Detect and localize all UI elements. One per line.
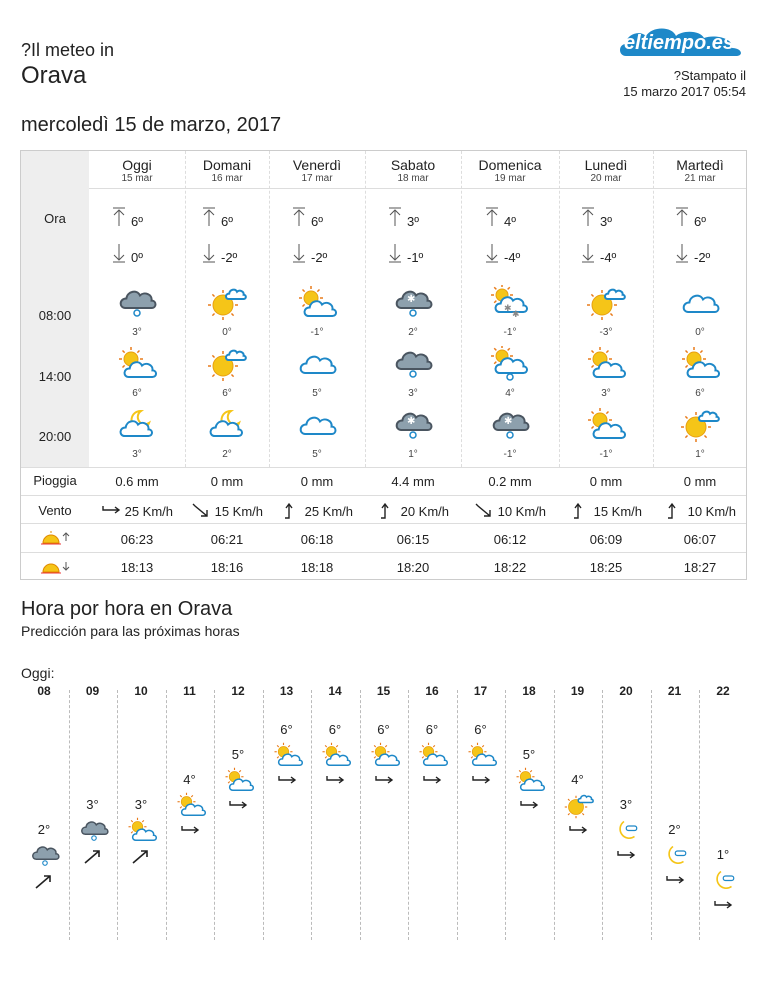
wind-value: 15 Km/h <box>593 503 643 519</box>
hour-label: 22 <box>716 684 730 698</box>
max-arrow-icon <box>291 207 307 230</box>
day-date: 19 mar <box>494 173 526 184</box>
hour-arrow-east-icon <box>228 797 248 820</box>
hour-arrow-east-icon <box>374 772 394 795</box>
day-separator <box>365 151 366 467</box>
min-arrow-icon <box>484 243 500 266</box>
hour-temp: -1° <box>310 327 324 338</box>
weather-icon-cloud-snow <box>490 407 530 446</box>
max-temp: 4º <box>504 214 516 229</box>
hour-temp: 4° <box>183 772 196 787</box>
wind-cell <box>269 502 365 523</box>
hour-temp: 4° <box>505 388 515 399</box>
wind-cell <box>559 502 653 523</box>
wind-value: 10 Km/h <box>687 503 737 519</box>
day-separator <box>269 151 270 467</box>
hour-separator <box>554 690 555 940</box>
weather-icon-cloud <box>297 346 337 385</box>
max-arrow-icon <box>111 207 127 230</box>
hour-temp: -1° <box>503 449 517 460</box>
hour-label: 19 <box>570 684 585 698</box>
hour-weather-icon-sun-cloud <box>273 742 303 774</box>
hour-temp: 5° <box>522 747 536 762</box>
hour-arrow-ne-icon <box>131 847 151 870</box>
arrow-north-icon <box>281 508 301 523</box>
hour-temp: 6° <box>132 388 142 399</box>
eltiempo-logo[interactable] <box>616 22 748 71</box>
sunset-time: 18:20 <box>396 560 430 575</box>
hour-label-08: 08:00 <box>38 308 72 323</box>
hour-separator <box>699 690 700 940</box>
hour-label: 08 <box>37 684 51 698</box>
sunrise-time: 06:23 <box>120 532 154 547</box>
hour-arrow-east-icon <box>616 847 636 870</box>
hour-label: 20 <box>619 684 633 698</box>
weather-icon-cloud-rain <box>117 285 157 324</box>
weather-icon-sun-cloud <box>586 407 626 446</box>
hour-temp: 1° <box>695 449 705 460</box>
hour-arrow-east-icon <box>519 797 539 820</box>
min-temp: -2º <box>694 250 711 265</box>
wind-value: 25 Km/h <box>124 503 174 519</box>
hour-temp: -1° <box>599 449 613 460</box>
sunrise-time: 06:15 <box>396 532 430 547</box>
day-date: 21 mar <box>684 173 716 184</box>
hour-label: 21 <box>667 684 682 698</box>
sunset-time: 18:27 <box>683 560 717 575</box>
rain-value: 0 mm <box>589 474 623 489</box>
rain-value: 4.4 mm <box>391 474 435 489</box>
max-arrow-icon <box>674 207 690 230</box>
sunset-time: 18:22 <box>493 560 527 575</box>
hour-label-14: 14:00 <box>38 369 72 384</box>
hour-arrow-east-icon <box>325 772 345 795</box>
rain-value: 0.2 mm <box>488 474 532 489</box>
max-temp: 6º <box>131 214 143 229</box>
rain-label: Pioggia <box>33 473 77 488</box>
hour-temp: 6° <box>328 722 342 737</box>
hour-weather-icon-moon <box>709 867 739 899</box>
svg-text:✱: ✱ <box>407 294 416 305</box>
weather-icon-sun-cloud-snow <box>490 285 530 324</box>
weather-icon-cloud-snow <box>393 285 433 324</box>
sunset-icon <box>21 558 89 577</box>
min-temp: -1º <box>407 250 424 265</box>
day-name: Domenica <box>478 157 542 173</box>
weather-icon-sun-cloud-big <box>680 407 720 446</box>
hour-label: 12 <box>231 684 245 698</box>
hour-temp: -3° <box>599 327 613 338</box>
hour-weather-icon-sun-cloud <box>224 767 254 799</box>
hour-arrow-east-icon <box>277 772 297 795</box>
printed-info <box>623 68 746 100</box>
day-name: Domani <box>202 157 252 173</box>
hour-arrow-east-icon <box>665 872 685 895</box>
hour-arrow-east-icon <box>568 822 588 845</box>
hour-temp: 4° <box>571 772 584 787</box>
min-temp: -2º <box>311 250 328 265</box>
sunrise-icon <box>21 529 89 548</box>
weather-icon-sun-cloud-big <box>207 346 247 385</box>
hour-arrow-east-icon <box>471 772 491 795</box>
day-date: 18 mar <box>397 173 429 184</box>
sunset-time: 18:25 <box>589 560 623 575</box>
max-arrow-icon <box>580 207 596 230</box>
svg-text:✱: ✱ <box>504 416 513 427</box>
hour-temp: 3° <box>132 327 142 338</box>
day-name: Sabato <box>390 157 436 173</box>
sunrise-time: 06:12 <box>493 532 527 547</box>
max-temp: 3º <box>600 214 612 229</box>
min-temp: -4º <box>600 250 617 265</box>
svg-text:✱: ✱ <box>407 416 416 427</box>
max-arrow-icon <box>484 207 500 230</box>
max-arrow-icon <box>201 207 217 230</box>
day-separator <box>653 151 654 467</box>
min-temp: -4º <box>504 250 521 265</box>
hour-temp: 2° <box>408 327 418 338</box>
hour-weather-icon-sun-cloud <box>515 767 545 799</box>
min-arrow-icon <box>291 243 307 266</box>
hour-weather-icon-sun-cloud <box>418 742 448 774</box>
hour-separator <box>166 690 167 940</box>
max-temp: 6º <box>221 214 233 229</box>
weather-icon-cloud-rain <box>393 346 433 385</box>
wind-cell <box>89 502 185 523</box>
hour-label: 15 <box>376 684 391 698</box>
arrow-north-icon <box>664 508 684 523</box>
hour-weather-icon-cloud-rain <box>30 842 60 874</box>
hour-weather-icon-moon <box>661 842 691 874</box>
hour-weather-icon-sun-cloud-big <box>564 792 594 824</box>
hour-temp: 2° <box>668 822 681 837</box>
hour-weather-icon-sun-cloud <box>467 742 497 774</box>
hour-label: 11 <box>183 684 196 698</box>
hour-temp: 5° <box>312 388 322 399</box>
svg-text:✱: ✱ <box>504 303 512 313</box>
weather-icon-cloud <box>297 407 337 446</box>
printed-date: 15 marzo 2017 05:54 <box>623 84 746 99</box>
hour-temp: 1° <box>716 847 730 862</box>
weather-icon-moon-cloud <box>207 407 247 446</box>
min-arrow-icon <box>674 243 690 266</box>
daily-forecast-table <box>20 150 747 580</box>
hour-label: 13 <box>279 684 294 698</box>
wind-cell <box>653 502 747 523</box>
hour-separator <box>651 690 652 940</box>
header-prefix: ?Il meteo in <box>21 40 115 60</box>
hour-arrow-ne-icon <box>34 872 54 895</box>
hour-temp: 6° <box>280 722 293 737</box>
printed-label: ?Stampato il <box>673 68 746 83</box>
day-date: 17 mar <box>301 173 333 184</box>
min-arrow-icon <box>111 243 127 266</box>
hour-temp: 2° <box>37 822 51 837</box>
weather-icon-moon-cloud <box>117 407 157 446</box>
weather-icon-sun-cloud <box>680 346 720 385</box>
hourly-title: Hora por hora en Orava <box>21 598 233 620</box>
city-name: Orava <box>21 62 87 89</box>
arrow-se-icon <box>191 508 211 523</box>
weather-icon-sun-cloud-big <box>586 285 626 324</box>
max-temp: 6º <box>694 214 706 229</box>
day-separator <box>559 151 560 467</box>
arrow-north-icon <box>570 508 590 523</box>
hour-temp: 3° <box>134 797 148 812</box>
hour-temp: 3° <box>408 388 418 399</box>
hour-temp: 2° <box>222 449 232 460</box>
hour-temp: 6° <box>474 722 487 737</box>
min-arrow-icon <box>580 243 596 266</box>
rain-value: 0.6 mm <box>115 474 159 489</box>
hour-label: 10 <box>134 684 148 698</box>
hour-weather-icon-sun-cloud <box>127 817 157 849</box>
hour-temp: -1° <box>503 327 517 338</box>
hour-label: 14 <box>328 684 342 698</box>
hour-weather-icon-sun-cloud <box>321 742 351 774</box>
wind-value: 15 Km/h <box>214 503 264 519</box>
hour-arrow-ne-icon <box>83 847 103 870</box>
date-title: mercoledì 15 de marzo, 2017 <box>21 114 282 136</box>
hour-temp: 5° <box>312 449 322 460</box>
hour-temp: 3° <box>132 449 142 460</box>
sunrise-time: 06:21 <box>210 532 244 547</box>
hour-arrow-east-icon <box>180 822 200 845</box>
day-date: 15 mar <box>121 173 153 184</box>
hour-separator <box>214 690 215 940</box>
weather-icon-cloud <box>680 285 720 324</box>
hour-arrow-east-icon <box>713 897 733 920</box>
hour-temp: 6° <box>222 388 232 399</box>
arrow-east-icon <box>101 508 121 523</box>
sunrise-time: 06:09 <box>589 532 623 547</box>
wind-cell <box>185 502 269 523</box>
hour-label: 17 <box>473 684 488 698</box>
max-temp: 6º <box>311 214 323 229</box>
day-separator <box>461 151 462 467</box>
min-arrow-icon <box>201 243 217 266</box>
sunset-time: 18:18 <box>300 560 334 575</box>
sunrise-time: 06:07 <box>683 532 717 547</box>
hour-temp: 5° <box>231 747 245 762</box>
hour-weather-icon-sun-cloud <box>176 792 206 824</box>
weather-icon-sun-cloud <box>586 346 626 385</box>
hour-temp: 0° <box>695 327 705 338</box>
hour-temp: 3° <box>601 388 611 399</box>
wind-value: 25 Km/h <box>304 503 354 519</box>
day-name: Venerdì <box>292 157 342 173</box>
min-arrow-icon <box>387 243 403 266</box>
max-temp: 3º <box>407 214 419 229</box>
sunset-time: 18:13 <box>120 560 154 575</box>
weather-icon-sun-cloud <box>117 346 157 385</box>
wind-value: 20 Km/h <box>400 503 450 519</box>
hour-temp: 3° <box>619 797 633 812</box>
svg-text:✱: ✱ <box>512 309 520 319</box>
hour-label: 16 <box>425 684 439 698</box>
hour-label: 09 <box>85 684 100 698</box>
weather-icon-sun-cloud <box>297 285 337 324</box>
day-separator <box>185 151 186 467</box>
day-name: Martedì <box>676 157 724 173</box>
hourly-subtitle: Predicción para las próximas horas <box>21 623 240 639</box>
arrow-north-icon <box>377 508 397 523</box>
hour-separator <box>505 690 506 940</box>
weather-icon-cloud-snow <box>393 407 433 446</box>
min-temp: -2º <box>221 250 238 265</box>
hour-temp: 6° <box>377 722 390 737</box>
hour-weather-icon-moon <box>612 817 642 849</box>
arrow-se-icon <box>474 508 494 523</box>
wind-value: 10 Km/h <box>497 503 547 519</box>
wind-label: Vento <box>38 503 72 518</box>
sunrise-time: 06:18 <box>300 532 334 547</box>
hour-temp: 0° <box>222 327 232 338</box>
hour-separator <box>69 690 70 940</box>
hour-arrow-east-icon <box>422 772 442 795</box>
hour-separator <box>602 690 603 940</box>
hourly-day-label: Oggi: <box>21 665 55 681</box>
hour-temp: 6° <box>425 722 439 737</box>
day-name: Lunedì <box>584 157 628 173</box>
day-name: Oggi <box>122 157 152 173</box>
hour-temp: 6° <box>695 388 705 399</box>
hour-temp: 1° <box>408 449 418 460</box>
max-arrow-icon <box>387 207 403 230</box>
rain-value: 0 mm <box>210 474 244 489</box>
hour-weather-icon-cloud-rain <box>79 817 109 849</box>
hour-label-20: 20:00 <box>38 429 72 444</box>
rain-value: 0 mm <box>300 474 334 489</box>
hour-weather-icon-sun-cloud <box>370 742 400 774</box>
weather-icon-sun-cloud-rain <box>490 346 530 385</box>
hour-label: 18 <box>522 684 536 698</box>
wind-cell <box>365 502 461 523</box>
rain-value: 0 mm <box>683 474 717 489</box>
day-date: 20 mar <box>590 173 622 184</box>
ora-label: Ora <box>44 211 66 226</box>
hour-separator <box>117 690 118 940</box>
wind-cell <box>461 502 559 523</box>
weather-icon-sun-cloud-big <box>207 285 247 324</box>
hour-temp: 3° <box>86 797 99 812</box>
sunset-time: 18:16 <box>210 560 244 575</box>
logo-text: eltiempo.es <box>624 32 735 54</box>
min-temp: 0º <box>131 250 143 265</box>
day-date: 16 mar <box>211 173 243 184</box>
